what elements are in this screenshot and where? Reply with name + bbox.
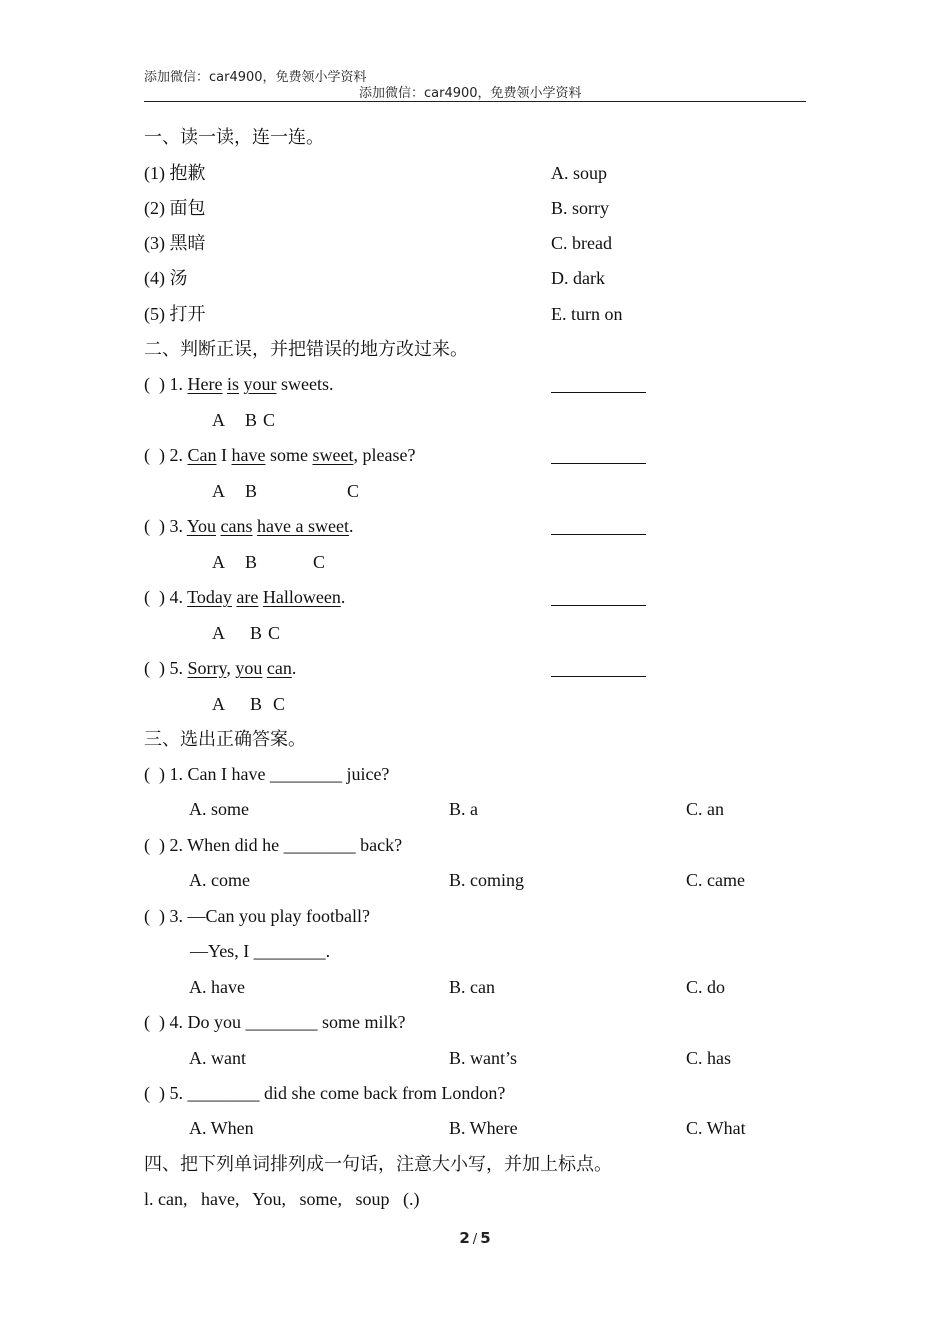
match-left-4: (4) 汤 bbox=[144, 268, 188, 288]
tf-part-a: Today bbox=[187, 587, 232, 607]
mc-option-b: B. a bbox=[449, 799, 478, 819]
tf-label-c: C bbox=[268, 623, 281, 643]
tf-label-c: C bbox=[263, 410, 276, 430]
section1-title: 一、读一读，连一连。 bbox=[144, 127, 324, 147]
header-watermark-1: 添加微信：car4900，免费领小学资料 bbox=[144, 70, 367, 85]
tf-text: . bbox=[340, 587, 346, 607]
tf-item-5 bbox=[144, 657, 296, 679]
tf-label-b: B bbox=[245, 481, 258, 501]
tf-label-b: B bbox=[245, 552, 258, 572]
tf-text: . bbox=[291, 658, 297, 678]
tf-part-c: Halloween bbox=[262, 587, 341, 607]
mc-option-a: A. want bbox=[189, 1048, 246, 1068]
tf-label-a: A bbox=[212, 410, 225, 430]
tf-part-c: your bbox=[243, 374, 277, 394]
tf-item-3 bbox=[144, 515, 353, 537]
mc-question-3: ( ) 3. —Can you play football? bbox=[144, 906, 370, 926]
tf-item-2 bbox=[144, 444, 415, 466]
match-left-1: (1) 抱歉 bbox=[144, 163, 206, 183]
match-left-3: (3) 黑暗 bbox=[144, 233, 206, 253]
page-separator: / bbox=[472, 1232, 478, 1247]
tf-label-a: A bbox=[212, 694, 225, 714]
tf-text: . bbox=[348, 516, 354, 536]
tf-label-a: A bbox=[212, 623, 225, 643]
tf-text: sweets. bbox=[276, 374, 334, 394]
match-right-c: C. bread bbox=[551, 233, 612, 253]
header-watermark-2: 添加微信：car4900，免费领小学资料 bbox=[359, 86, 582, 101]
tf-prefix: ( ) 2. bbox=[144, 445, 188, 465]
tf-part-b: you bbox=[235, 658, 263, 678]
mc-option-b: B. want’s bbox=[449, 1048, 518, 1068]
answer-blank-4[interactable] bbox=[551, 605, 646, 606]
answer-blank-2[interactable] bbox=[551, 463, 646, 464]
tf-part-a: Sorry bbox=[187, 658, 227, 678]
tf-part-b: is bbox=[226, 374, 239, 394]
header-rule bbox=[144, 101, 806, 102]
page-current: 2 bbox=[459, 1229, 470, 1247]
tf-part-a: Here bbox=[187, 374, 223, 394]
tf-text: some bbox=[265, 445, 313, 465]
section4-title: 四、把下列单词排列成一句话，注意大小写，并加上标点。 bbox=[144, 1154, 612, 1174]
tf-label-c: C bbox=[347, 481, 360, 501]
section3-title: 三、选出正确答案。 bbox=[144, 729, 306, 749]
mc-option-a: A. When bbox=[189, 1118, 254, 1138]
page-number bbox=[0, 1229, 950, 1247]
section2-title: 二、判断正误，并把错误的地方改过来。 bbox=[144, 339, 468, 359]
answer-blank-1[interactable] bbox=[551, 392, 646, 393]
tf-part-c: have a sweet bbox=[257, 516, 349, 536]
tf-part-c: can bbox=[266, 658, 292, 678]
tf-prefix: ( ) 4. bbox=[144, 587, 188, 607]
tf-item-1 bbox=[144, 373, 334, 395]
mc-option-a: A. have bbox=[189, 977, 245, 997]
mc-option-b: B. Where bbox=[449, 1118, 518, 1138]
mc-option-c: C. do bbox=[686, 977, 726, 997]
match-left-5: (5) 打开 bbox=[144, 304, 206, 324]
mc-option-c: C. has bbox=[686, 1048, 731, 1068]
mc-option-c: C. came bbox=[686, 870, 745, 890]
tf-label-b: B bbox=[245, 410, 258, 430]
tf-prefix: ( ) 1. bbox=[144, 374, 188, 394]
tf-text: , bbox=[226, 658, 236, 678]
tf-part-a: You bbox=[186, 516, 217, 536]
tf-label-b: B bbox=[250, 694, 263, 714]
tf-label-c: C bbox=[273, 694, 286, 714]
mc-option-b: B. coming bbox=[449, 870, 524, 890]
tf-label-c: C bbox=[313, 552, 326, 572]
mc-option-c: C. an bbox=[686, 799, 724, 819]
mc-question-3-reply: —Yes, I ________. bbox=[190, 941, 331, 961]
mc-option-a: A. some bbox=[189, 799, 249, 819]
tf-part-b: have bbox=[231, 445, 266, 465]
tf-part-c: sweet bbox=[312, 445, 354, 465]
mc-option-b: B. can bbox=[449, 977, 495, 997]
match-right-b: B. sorry bbox=[551, 198, 609, 218]
reorder-item-1: l. can, have, You, some, soup (.) bbox=[144, 1189, 420, 1209]
tf-prefix: ( ) 3. bbox=[144, 516, 187, 536]
tf-label-b: B bbox=[250, 623, 263, 643]
mc-option-a: A. come bbox=[189, 870, 250, 890]
tf-label-a: A bbox=[212, 552, 225, 572]
match-right-e: E. turn on bbox=[551, 304, 623, 324]
tf-part-b: are bbox=[236, 587, 259, 607]
tf-part-a: Can bbox=[187, 445, 217, 465]
tf-text: I bbox=[216, 445, 232, 465]
tf-text: , please? bbox=[353, 445, 416, 465]
answer-blank-3[interactable] bbox=[551, 534, 646, 535]
tf-part-b: cans bbox=[220, 516, 253, 536]
tf-item-4 bbox=[144, 586, 345, 608]
tf-label-a: A bbox=[212, 481, 225, 501]
mc-question-4: ( ) 4. Do you ________ some milk? bbox=[144, 1012, 406, 1032]
match-right-a: A. soup bbox=[551, 163, 608, 183]
answer-blank-5[interactable] bbox=[551, 676, 646, 677]
match-left-2: (2) 面包 bbox=[144, 198, 206, 218]
mc-question-5: ( ) 5. ________ did she come back from London? bbox=[144, 1083, 506, 1103]
tf-prefix: ( ) 5. bbox=[144, 658, 188, 678]
match-right-d: D. dark bbox=[551, 268, 605, 288]
mc-option-c: C. What bbox=[686, 1118, 746, 1138]
page-total: 5 bbox=[480, 1229, 491, 1247]
mc-question-1: ( ) 1. Can I have ________ juice? bbox=[144, 764, 390, 784]
mc-question-2: ( ) 2. When did he ________ back? bbox=[144, 835, 403, 855]
